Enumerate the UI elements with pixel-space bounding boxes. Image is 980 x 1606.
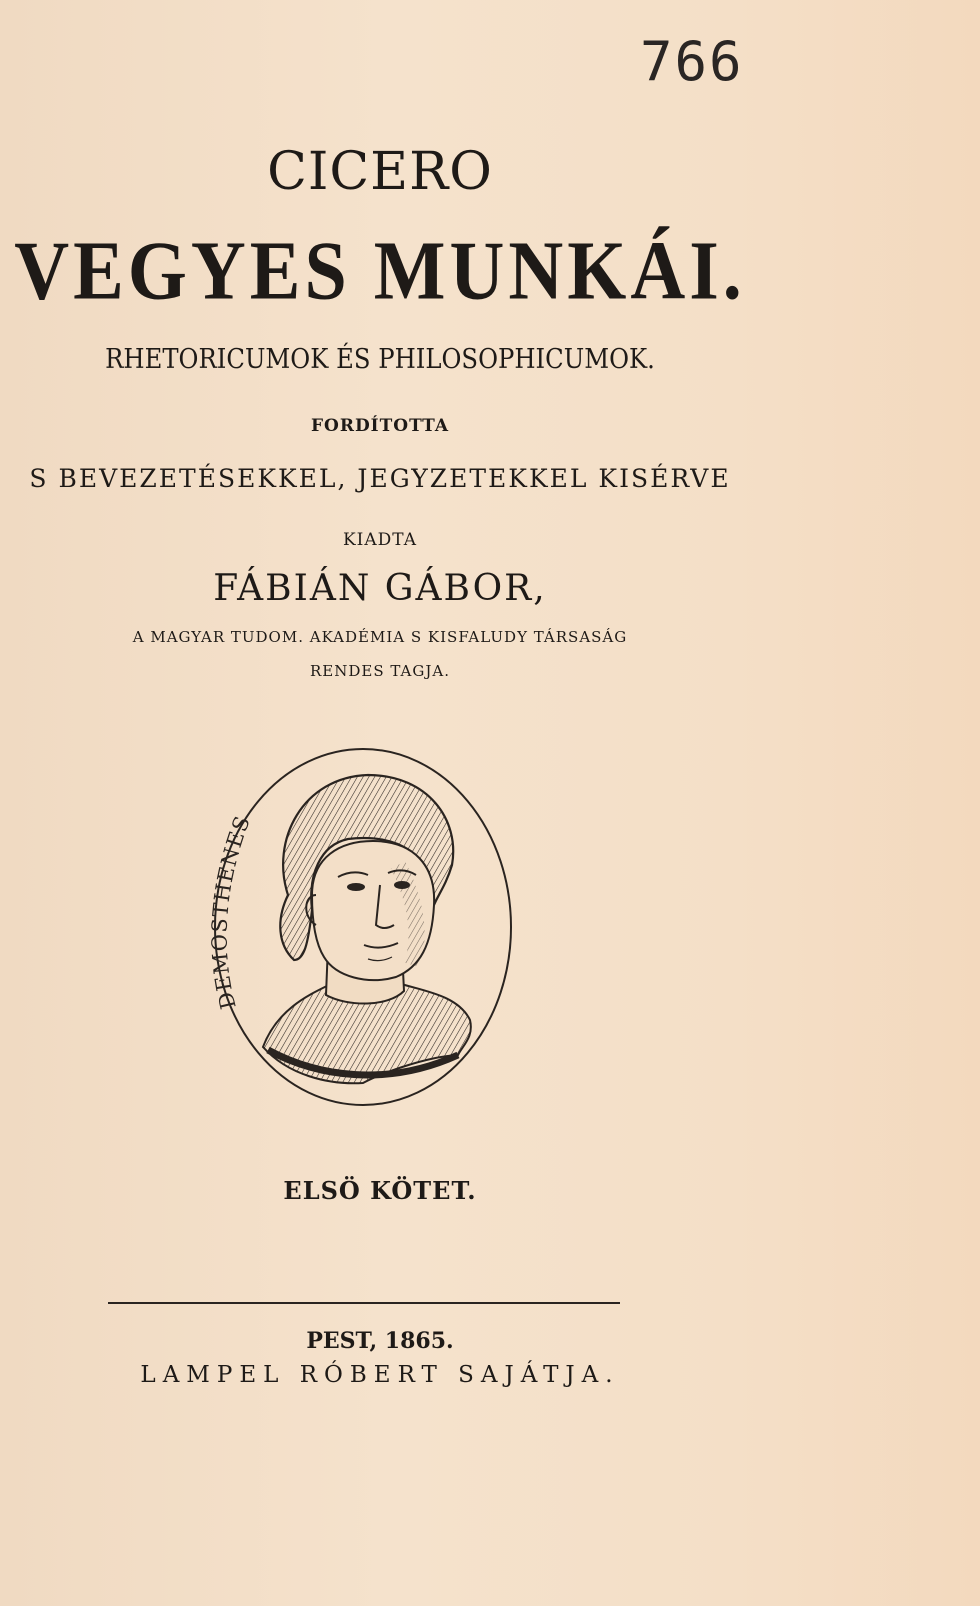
book-subtitle: RHETORICUMOK ÉS PHILOSOPHICUMOK.	[105, 344, 655, 375]
publication-place-year: PEST, 1865.	[306, 1328, 454, 1354]
volume-label: ELSÖ KÖTET.	[283, 1176, 477, 1205]
editor-affiliation-line-2: RENDES TAGJA.	[309, 662, 450, 680]
publisher: LAMPEL RÓBERT SAJÁTJA.	[140, 1362, 620, 1388]
book-title: VEGYES MUNKÁI.	[14, 224, 746, 318]
author-name: CICERO	[267, 142, 493, 202]
introductions-notes-line: S BEVEZETÉSEKKEL, JEGYZETEKKEL KISÉRVE	[29, 464, 731, 493]
catalog-number: 766	[640, 30, 744, 93]
editor-affiliation-line-1: A MAGYAR TUDOM. AKADÉMIA S KISFALUDY TÁRSASÁG	[132, 628, 628, 646]
divider-rule	[108, 1302, 620, 1304]
portrait-inscription: DEMOSTHENES	[208, 812, 255, 1012]
edited-by-label: KIADTA	[342, 530, 417, 550]
translated-by-label: FORDÍTOTTA	[310, 416, 450, 436]
editor-name: FÁBIÁN GÁBOR,	[213, 568, 547, 609]
demosthenes-portrait	[208, 745, 518, 1110]
